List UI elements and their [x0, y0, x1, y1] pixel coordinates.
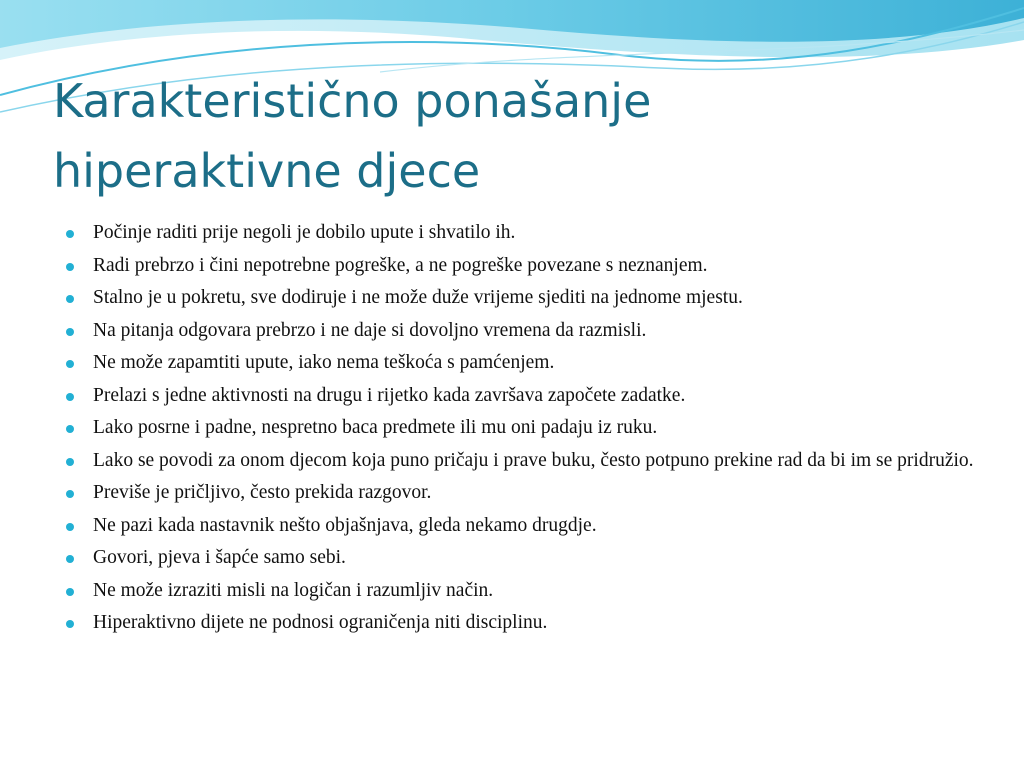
bullet-text: Ne pazi kada nastavnik nešto objašnjava, gleda nekamo drugdje.: [93, 514, 597, 536]
bullet-text: Radi prebrzo i čini nepotrebne pogreške, a ne pogreške povezane s neznanjem.: [93, 254, 708, 276]
slide-title: [53, 66, 993, 206]
bullet-icon: [66, 393, 74, 401]
bullet-icon: [66, 328, 74, 336]
bullet-icon: [66, 230, 74, 238]
bullet-text: Na pitanja odgovara prebrzo i ne daje si dovoljno vremena da razmisli.: [93, 319, 647, 341]
title-line-1: Karakteristično ponašanje: [53, 74, 652, 128]
bullet-text: Prelazi s jedne aktivnosti na drugu i rijetko kada završava započete zadatke.: [93, 384, 686, 406]
bullet-text: Govori, pjeva i šapće samo sebi.: [93, 547, 346, 568]
bullet-icon: [66, 360, 74, 368]
bullet-icon: [66, 425, 74, 433]
bullet-item: [66, 318, 986, 344]
bullet-item: [66, 578, 986, 604]
bullet-item: [66, 383, 986, 409]
bullet-item: [66, 220, 986, 246]
bullet-item: [66, 448, 986, 474]
title-line-2: hiperaktivne djece: [53, 144, 481, 198]
bullet-text: Hiperaktivno dijete ne podnosi ograničenja niti disciplinu.: [93, 612, 548, 633]
bullet-icon: [66, 620, 74, 628]
bullet-text: Stalno je u pokretu, sve dodiruje i ne može duže vrijeme sjediti na jednome mjestu.: [93, 287, 743, 308]
bullet-text: Ne može izraziti misli na logičan i razumljiv način.: [93, 579, 494, 601]
bullet-icon: [66, 490, 74, 498]
bullet-item: [66, 350, 986, 376]
bullet-item: [66, 415, 986, 441]
bullet-icon: [66, 458, 74, 466]
bullet-icon: [66, 263, 74, 271]
bullet-item: [66, 545, 986, 571]
bullet-item: [66, 480, 986, 506]
bullet-text: Lako posrne i padne, nespretno baca predmete ili mu oni padaju iz ruku.: [93, 417, 658, 438]
bullet-icon: [66, 295, 74, 303]
bullet-icon: [66, 523, 74, 531]
bullet-item: [66, 610, 986, 636]
bullet-list: [66, 220, 986, 643]
bullet-text: Previše je pričljivo, često prekida razgovor.: [93, 482, 432, 503]
bullet-icon: [66, 588, 74, 596]
bullet-text: Ne može zapamtiti upute, iako nema teškoća s pamćenjem.: [93, 352, 555, 373]
bullet-item: [66, 285, 986, 311]
bullet-text: Počinje raditi prije negoli je dobilo upute i shvatilo ih.: [93, 222, 516, 243]
bullet-item: [66, 513, 986, 539]
bullet-text: Lako se povodi za onom djecom koja puno pričaju i prave buku, često potpuno prekine rad da bi im se pridružio.: [93, 449, 974, 471]
bullet-icon: [66, 555, 74, 563]
bullet-item: [66, 253, 986, 279]
